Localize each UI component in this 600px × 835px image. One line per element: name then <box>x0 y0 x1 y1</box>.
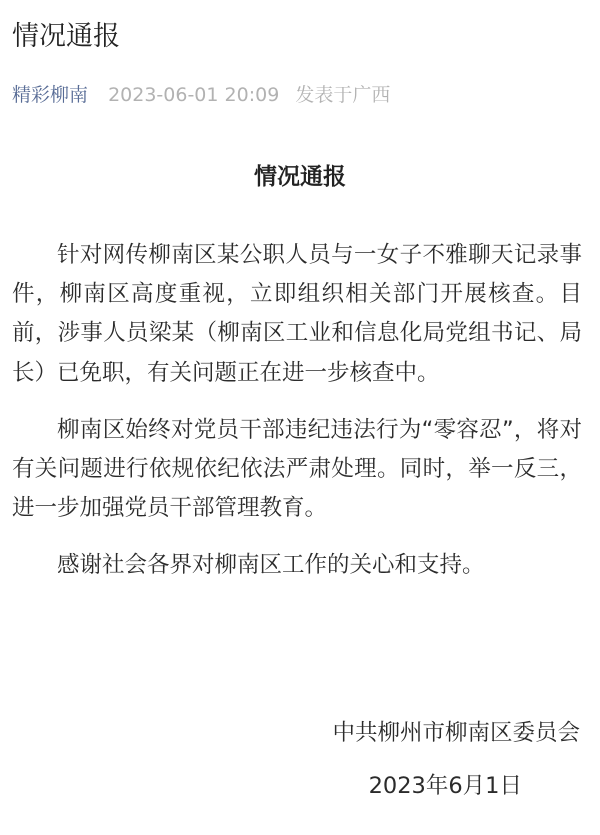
article-title: 情况通报 <box>12 21 120 52</box>
signature-date: 2023年6月1日 <box>368 773 522 799</box>
paragraph-3: 感谢社会各界对柳南区工作的关心和支持。 <box>57 552 485 579</box>
publish-date: 2023-06-01 20:09 <box>108 84 280 106</box>
article-meta <box>12 82 390 108</box>
notice-heading: 情况通报 <box>254 164 346 190</box>
signature-organization: 中共柳州市柳南区委员会 <box>332 720 580 746</box>
paragraph-2: 柳南区始终对党员干部违纪违法行为“零容忍”，将对有关问题进行依规依纪依法严肃处理。同时，举一反三，进一步加强党员干部管理教育。 <box>12 416 582 522</box>
publish-location: 发表于广西 <box>295 84 391 106</box>
article-body <box>12 236 582 586</box>
paragraph-1: 针对网传柳南区某公职人员与一女子不雅聊天记录事件，柳南区高度重视，立即组织相关部门开展核查。目前，涉事人员梁某（柳南区工业和信息化局党组书记、局长）已免职，有关问题正在进一步核查中。 <box>12 242 582 386</box>
account-name-link[interactable]: 精彩柳南 <box>12 84 89 106</box>
